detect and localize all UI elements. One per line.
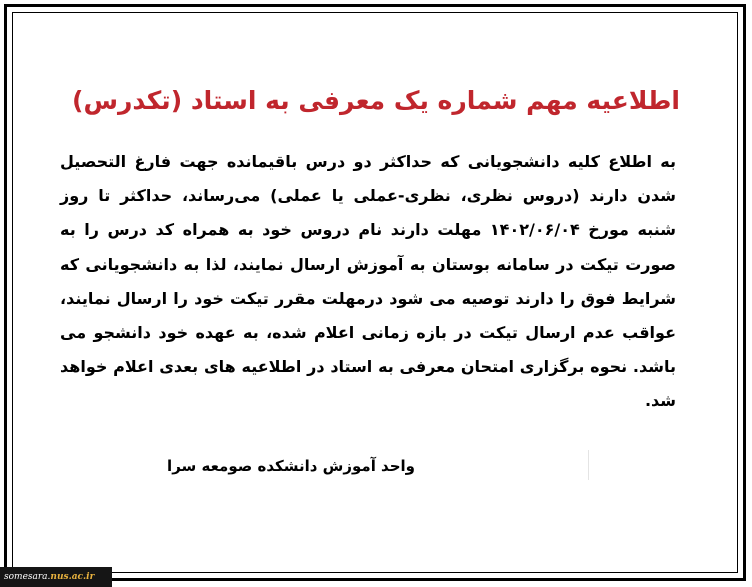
- site-watermark: [0, 567, 112, 587]
- notice-body: به اطلاع کلیه دانشجویانی که حداکثر دو درس باقیمانده جهت فارغ التحصیل شدن دارند (دروس نظری، نظری-عملی یا عملی) می‌رساند، حداکثر تا روز شنبه مورخ ۱۴۰۲/۰۶/۰۴ مهلت دارند نام دروس خود به همراه کد درس را به صورت تیکت در سامانه بوستان به آموزش ارسال نمایند، لذا به دانشجویانی که شرایط فوق را دارند توصیه می شود درمهلت مقرر تیکت خود را ارسال نمایند، عواقب عدم ارسال تیکت در بازه زمانی اعلام شده، به عهده خود دانشجو می باشد. نحوه برگزاری امتحان معرفی به استاد در اطلاعیه های بعدی اعلام خواهد شد.: [60, 152, 676, 411]
- notice-title: اطلاعیه مهم شماره یک معرفی به استاد (تکدرس): [72, 86, 680, 115]
- watermark-domain: nus.ac.ir: [50, 572, 95, 582]
- divider: [588, 450, 589, 480]
- watermark-prefix: somesara.: [4, 572, 51, 582]
- notice-signature: واحد آموزش دانشکده صومعه سرا: [167, 457, 415, 475]
